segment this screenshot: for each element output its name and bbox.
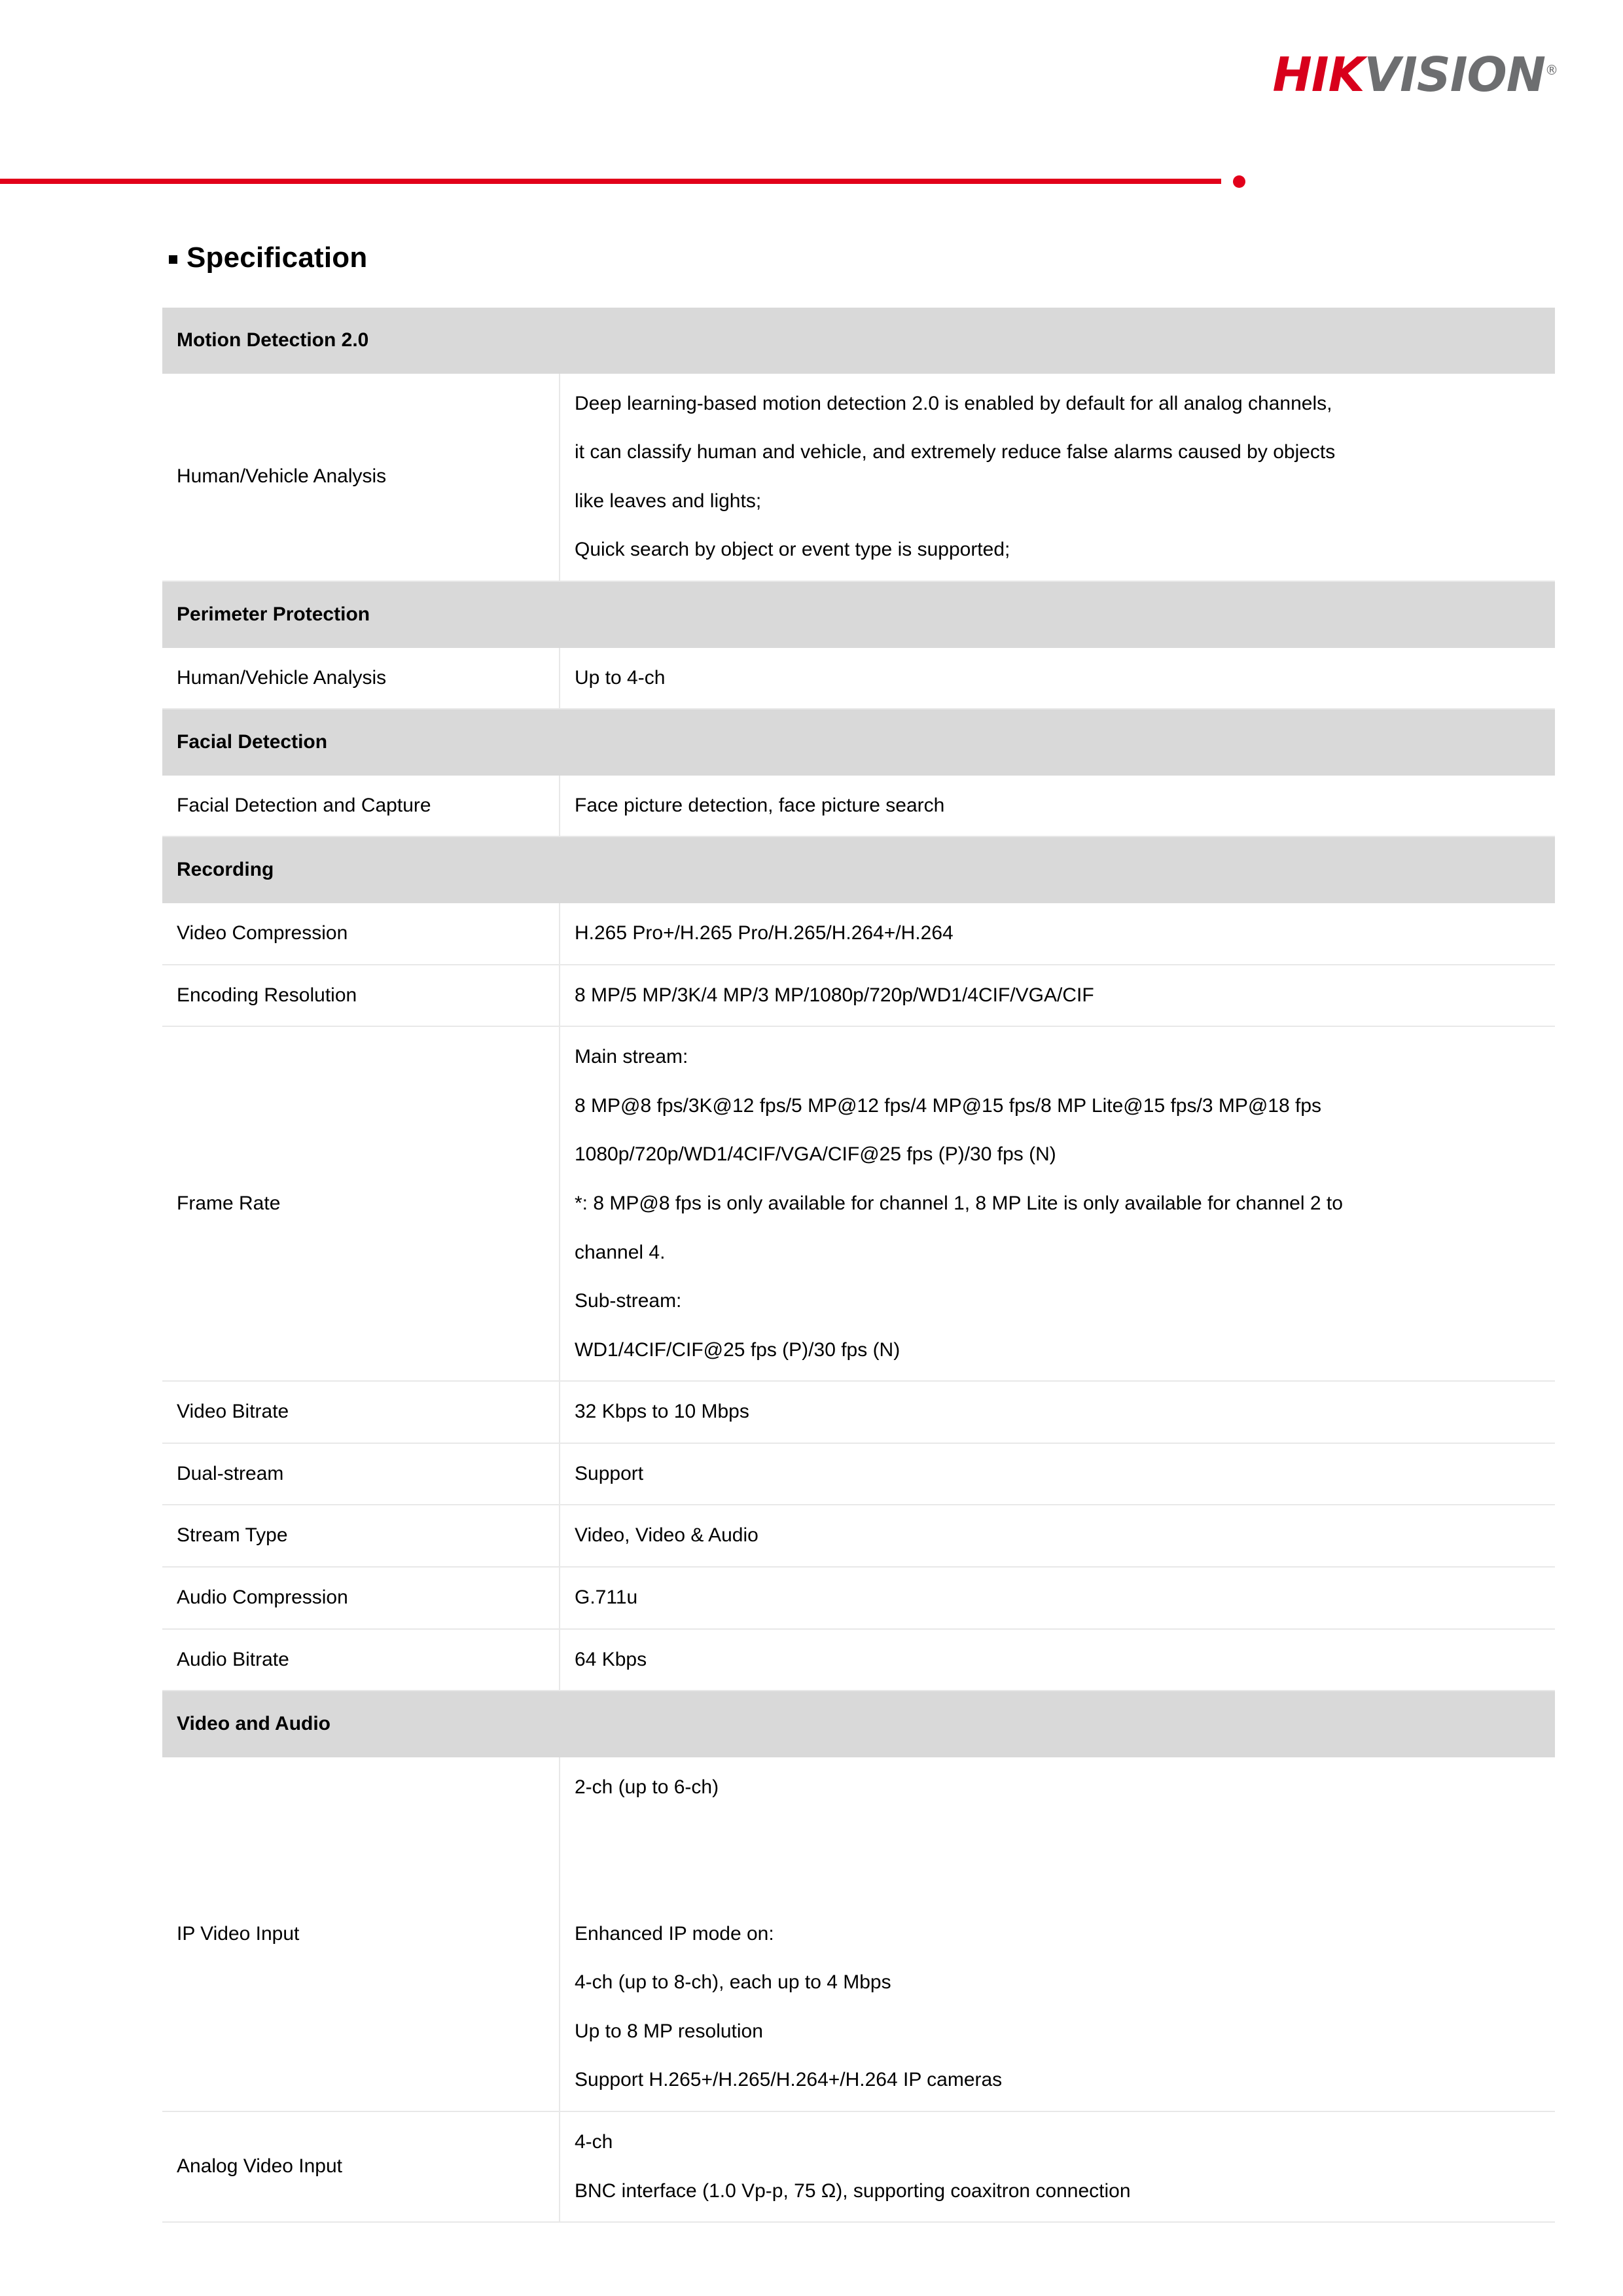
brand-wordmark xyxy=(1272,47,1558,102)
spec-table-row xyxy=(162,374,1555,581)
spec-value-line: 4-ch xyxy=(575,2131,613,2153)
spec-section-header-label: Video and Audio xyxy=(162,1691,1555,1757)
spec-value-line: Video, Video & Audio xyxy=(575,1524,758,1547)
spec-row-label: Dual-stream xyxy=(162,1443,560,1505)
spec-row-label: Analog Video Input xyxy=(162,2111,560,2222)
spec-row-value xyxy=(560,1567,1555,1629)
spec-section-header-row xyxy=(162,581,1555,648)
page-title xyxy=(169,243,367,272)
spec-row-label: IP Video Input xyxy=(162,1757,560,2111)
spec-row-value xyxy=(560,1757,1555,2111)
spec-value-line: H.265 Pro+/H.265 Pro/H.265/H.264+/H.264 xyxy=(575,922,954,944)
spec-value-line: 8 MP/5 MP/3K/4 MP/3 MP/1080p/720p/WD1/4CIF/VGA/CIF xyxy=(575,984,1094,1006)
header-divider xyxy=(0,173,1623,190)
spec-table-row xyxy=(162,1026,1555,1381)
spec-section-header-row xyxy=(162,308,1555,374)
spec-row-label: Audio Compression xyxy=(162,1567,560,1629)
specification-table xyxy=(162,308,1555,2223)
spec-value-line: 4-ch (up to 8-ch), each up to 4 Mbps xyxy=(575,1971,891,1994)
spec-row-label: Video Bitrate xyxy=(162,1381,560,1443)
brand-wordmark-vision: VISION xyxy=(1364,47,1545,102)
spec-value-line: Face picture detection, face picture search xyxy=(575,794,945,816)
spec-value-line: 2-ch (up to 6-ch) xyxy=(575,1776,719,1798)
square-bullet-icon xyxy=(169,255,177,264)
spec-value-line: WD1/4CIF/CIF@25 fps (P)/30 fps (N) xyxy=(575,1338,901,1361)
spec-table-row xyxy=(162,903,1555,965)
registered-trademark-icon: ® xyxy=(1545,62,1558,78)
spec-row-value xyxy=(560,648,1555,709)
header-rule-line xyxy=(0,179,1221,184)
spec-table-row xyxy=(162,1629,1555,1691)
spec-section-header-row xyxy=(162,1691,1555,1757)
spec-value-line: G.711u xyxy=(575,1587,638,1609)
spec-row-label: Encoding Resolution xyxy=(162,965,560,1027)
spec-table-row xyxy=(162,1443,1555,1505)
spec-row-label: Stream Type xyxy=(162,1505,560,1567)
spec-value-line: Main stream: xyxy=(575,1046,688,1068)
spec-row-label: Facial Detection and Capture xyxy=(162,776,560,837)
spec-row-label: Video Compression xyxy=(162,903,560,965)
header-rule-dot-icon xyxy=(1233,175,1245,188)
spec-table-row xyxy=(162,1505,1555,1567)
spec-table-row xyxy=(162,2111,1555,2222)
spec-section-header-row xyxy=(162,836,1555,903)
spec-value-line: it can classify human and vehicle, and extremely reduce false alarms caused by objects xyxy=(575,441,1336,463)
spec-value-line: Up to 8 MP resolution xyxy=(575,2020,763,2042)
spec-row-value xyxy=(560,1026,1555,1381)
spec-table-row xyxy=(162,965,1555,1027)
spec-section-header-label: Recording xyxy=(162,836,1555,903)
spec-row-label: Human/Vehicle Analysis xyxy=(162,648,560,709)
spec-table-row xyxy=(162,648,1555,709)
spec-row-value xyxy=(560,965,1555,1027)
spec-value-line-spacer xyxy=(575,1869,1539,1901)
spec-value-line: *: 8 MP@8 fps is only available for channel 1, 8 MP Lite is only available for channel 2 to xyxy=(575,1192,1343,1214)
spec-value-line: 64 Kbps xyxy=(575,1648,647,1670)
spec-value-line: Support H.265+/H.265/H.264+/H.264 IP cameras xyxy=(575,2069,1003,2091)
spec-value-line: channel 4. xyxy=(575,1241,666,1263)
spec-value-line: 8 MP@8 fps/3K@12 fps/5 MP@12 fps/4 MP@15 fps/8 MP Lite@15 fps/3 MP@18 fps xyxy=(575,1094,1322,1117)
spec-value-line: Sub-stream: xyxy=(575,1290,682,1312)
specification-table-body xyxy=(162,308,1555,2222)
spec-row-label: Audio Bitrate xyxy=(162,1629,560,1691)
page-title-label: Specification xyxy=(187,242,368,274)
spec-value-line: 32 Kbps to 10 Mbps xyxy=(575,1401,749,1423)
spec-value-line: Support xyxy=(575,1462,644,1484)
spec-table-row xyxy=(162,1757,1555,2111)
spec-section-header-label: Motion Detection 2.0 xyxy=(162,308,1555,374)
spec-table-row xyxy=(162,1381,1555,1443)
spec-section-header-row xyxy=(162,709,1555,776)
spec-section-header-label: Perimeter Protection xyxy=(162,581,1555,648)
spec-value-line: Enhanced IP mode on: xyxy=(575,1922,774,1945)
spec-row-value xyxy=(560,903,1555,965)
spec-row-value xyxy=(560,1505,1555,1567)
spec-row-label: Human/Vehicle Analysis xyxy=(162,374,560,581)
spec-value-line: Deep learning-based motion detection 2.0 is enabled by default for all analog channels, xyxy=(575,392,1332,414)
spec-value-line: like leaves and lights; xyxy=(575,490,762,512)
spec-table-row xyxy=(162,776,1555,837)
spec-value-line: Up to 4-ch xyxy=(575,666,666,689)
spec-row-label: Frame Rate xyxy=(162,1026,560,1381)
hikvision-logo xyxy=(1272,47,1558,102)
spec-value-line: Quick search by object or event type is supported; xyxy=(575,539,1010,561)
spec-value-line: BNC interface (1.0 Vp-p, 75 Ω), supporting coaxitron connection xyxy=(575,2179,1131,2202)
spec-row-value xyxy=(560,374,1555,581)
spec-section-header-label: Facial Detection xyxy=(162,709,1555,776)
brand-wordmark-hik: HIK xyxy=(1272,47,1364,102)
spec-row-value xyxy=(560,776,1555,837)
spec-row-value xyxy=(560,1381,1555,1443)
spec-value-line: 1080p/720p/WD1/4CIF/VGA/CIF@25 fps (P)/30 fps (N) xyxy=(575,1143,1056,1166)
spec-table-row xyxy=(162,1567,1555,1629)
spec-row-value xyxy=(560,1443,1555,1505)
spec-row-value xyxy=(560,2111,1555,2222)
spec-value-line-spacer xyxy=(575,1820,1539,1852)
spec-row-value xyxy=(560,1629,1555,1691)
